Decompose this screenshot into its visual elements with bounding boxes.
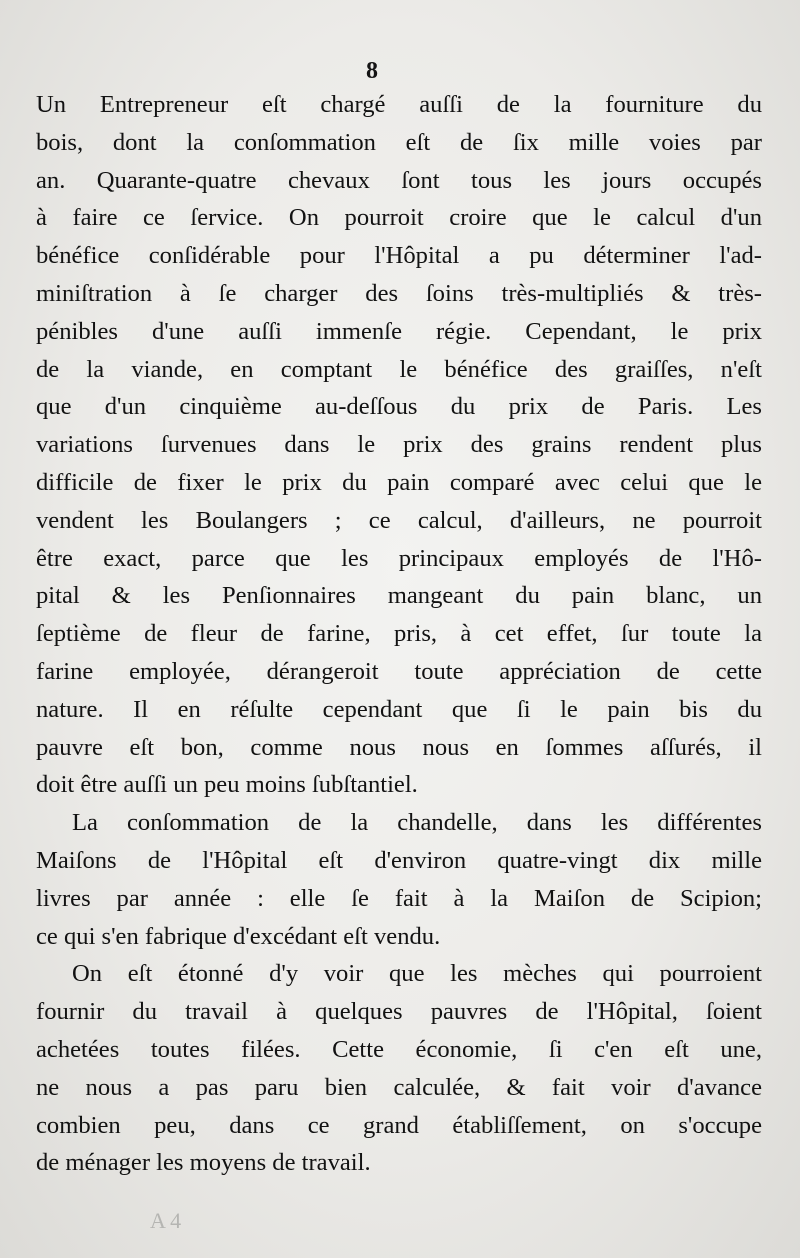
text-line: achetées toutes filées. Cette économie, ſi c'en eſt une, bbox=[36, 1035, 762, 1063]
text-line: ſeptième de fleur de farine, pris, à cet effet, ſur toute la bbox=[36, 620, 762, 648]
text-line: La conſommation de la chandelle, dans les différentes bbox=[72, 809, 762, 837]
text-line: ce qui s'en fabrique d'excédant eſt vendu. bbox=[36, 922, 441, 950]
signature-mark: A 4 bbox=[150, 1208, 182, 1233]
text-line: On eſt étonné d'y voir que les mèches qui pourroient bbox=[72, 960, 762, 988]
text-line: fournir du travail à quelques pauvres de l'Hôpital, ſoient bbox=[36, 998, 762, 1026]
text-line: livres par année : elle ſe fait à la Maiſon de Scipion; bbox=[36, 884, 762, 912]
text-line: Maiſons de l'Hôpital eſt d'environ quatre-vingt dix mille bbox=[36, 846, 762, 874]
text-line: variations ſurvenues dans le prix des grains rendent plus bbox=[36, 431, 762, 459]
text-line: à faire ce ſervice. On pourroit croire que le calcul d'un bbox=[36, 204, 762, 232]
paragraph-2 bbox=[36, 804, 762, 955]
text-line: bénéfice conſidérable pour l'Hôpital a pu déterminer l'ad- bbox=[36, 242, 762, 270]
paragraph-3 bbox=[36, 955, 762, 1182]
text-line: an. Quarante-quatre chevaux ſont tous les jours occupés bbox=[36, 166, 762, 194]
text-line: nature. Il en réſulte cependant que ſi le pain bis du bbox=[36, 695, 762, 723]
text-line: pital & les Penſionnaires mangeant du pain blanc, un bbox=[36, 582, 762, 610]
text-line: miniſtration à ſe charger des ſoins très-multipliés & très- bbox=[36, 279, 762, 307]
text-line: pauvre eſt bon, comme nous nous en ſommes aſſurés, il bbox=[36, 733, 762, 761]
text-line: difficile de fixer le prix du pain comparé avec celui que le bbox=[36, 468, 762, 496]
text-line: farine employée, dérangeroit toute appréciation de cette bbox=[36, 657, 762, 685]
text-line: de la viande, en comptant le bénéfice des graiſſes, n'eſt bbox=[36, 355, 762, 383]
paragraph-1 bbox=[36, 86, 762, 804]
body-text bbox=[36, 86, 762, 1182]
text-line: que d'un cinquième au-deſſous du prix de Paris. Les bbox=[36, 393, 762, 421]
page-number: 8 bbox=[366, 58, 378, 84]
text-line: de ménager les moyens de travail. bbox=[36, 1149, 371, 1177]
text-line: être exact, parce que les principaux employés de l'Hô- bbox=[36, 544, 762, 572]
text-line: combien peu, dans ce grand établiſſement, on s'occupe bbox=[36, 1111, 762, 1139]
text-line: bois, dont la conſommation eſt de ſix mille voies par bbox=[36, 128, 762, 156]
text-line: vendent les Boulangers ; ce calcul, d'ailleurs, ne pourroit bbox=[36, 506, 762, 534]
text-line: ne nous a pas paru bien calculée, & fait voir d'avance bbox=[36, 1073, 762, 1101]
text-line: doit être auſſi un peu moins ſubſtantiel. bbox=[36, 771, 418, 799]
text-line: Un Entrepreneur eſt chargé auſſi de la fourniture du bbox=[36, 91, 762, 118]
text-line: pénibles d'une auſſi immenſe régie. Cependant, le prix bbox=[36, 317, 762, 345]
